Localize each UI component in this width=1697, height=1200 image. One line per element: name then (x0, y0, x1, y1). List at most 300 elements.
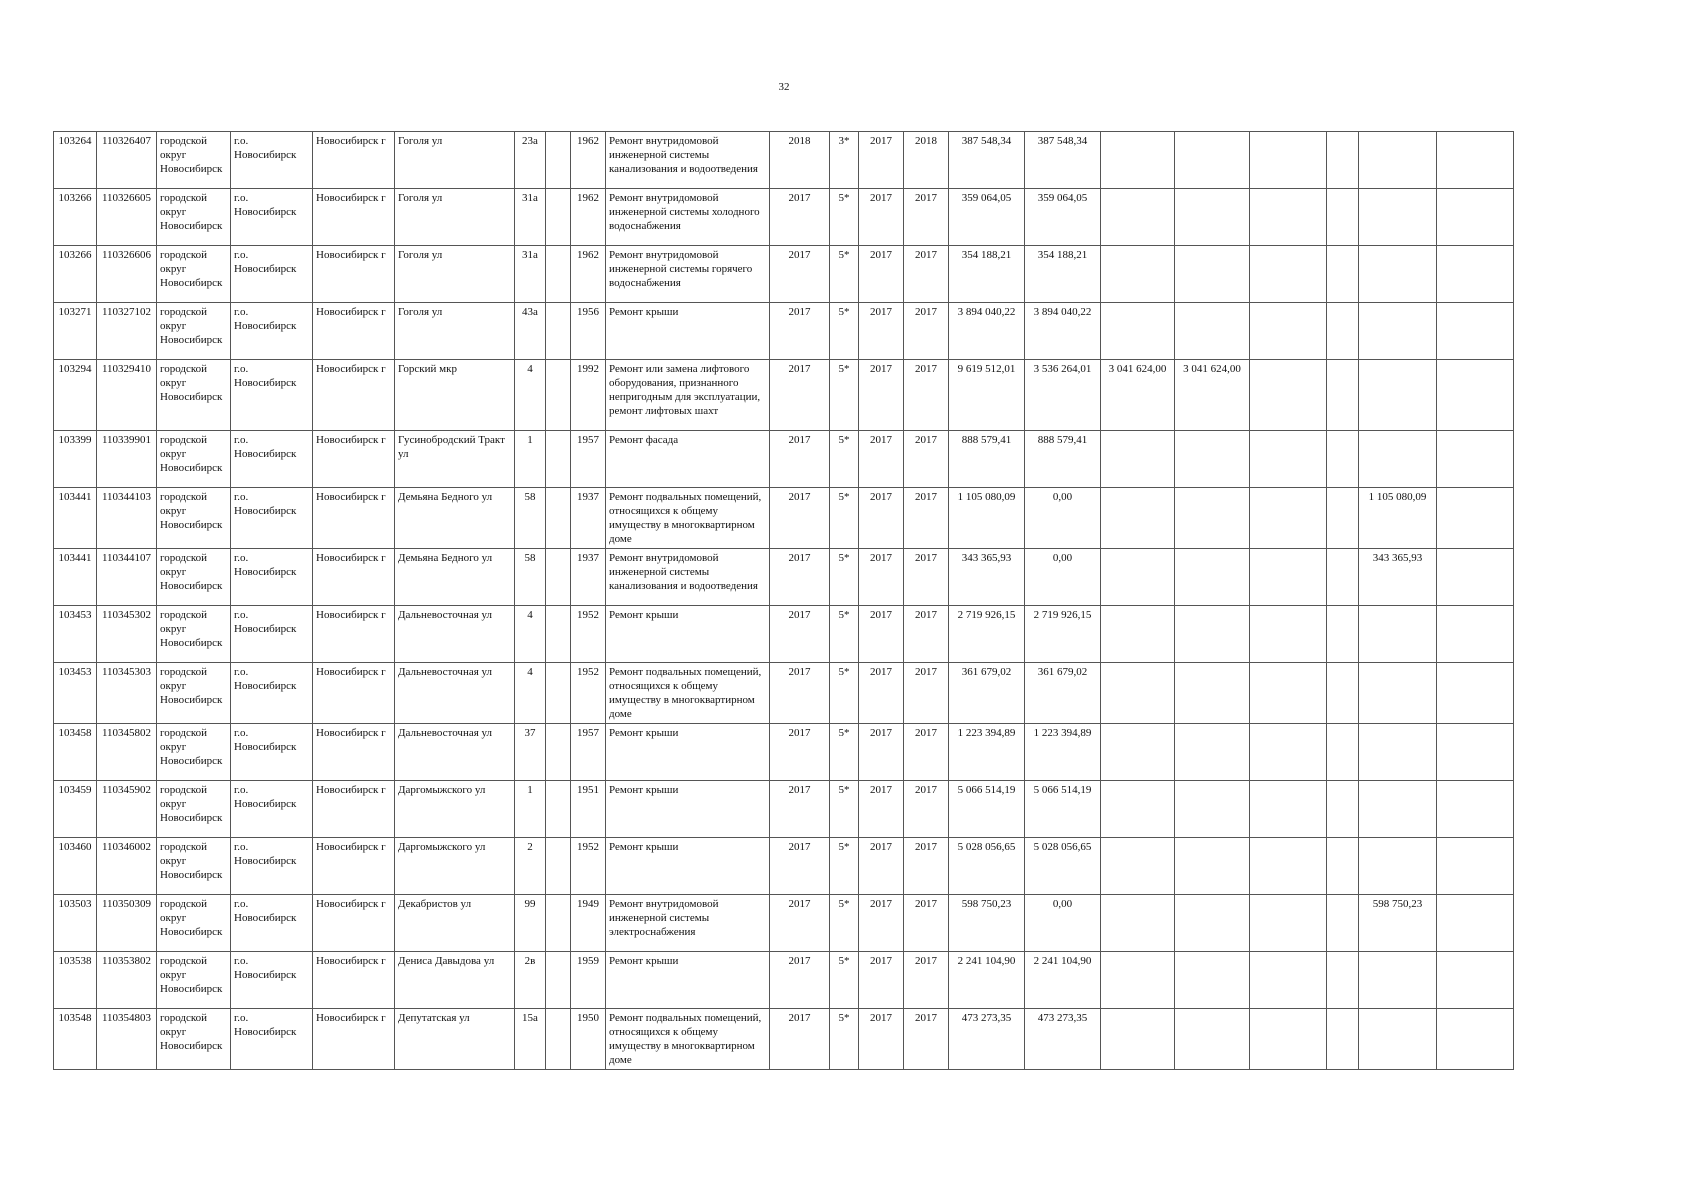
fund-budget-b (1175, 952, 1250, 1009)
plan-year: 2017 (770, 431, 830, 488)
row-id: 103538 (54, 952, 97, 1009)
city-cell: Новосибирск г (313, 663, 395, 724)
end-year: 2017 (904, 189, 949, 246)
fund-regional-operator: 473 273,35 (1025, 1009, 1101, 1070)
letter-cell (546, 189, 571, 246)
fund-budget-b (1175, 246, 1250, 303)
end-year: 2017 (904, 606, 949, 663)
start-year: 2017 (859, 549, 904, 606)
work-type: Ремонт внутридомовой инженерной системы канализования и водоотведения (606, 549, 770, 606)
fund-budget-b (1175, 132, 1250, 189)
build-year: 1951 (571, 781, 606, 838)
fund-budget-a (1101, 724, 1175, 781)
fund-budget-a (1101, 488, 1175, 549)
fund-regional-operator: 888 579,41 (1025, 431, 1101, 488)
work-type: Ремонт крыши (606, 952, 770, 1009)
object-code: 110354803 (97, 1009, 157, 1070)
fund-owners: 1 105 080,09 (1359, 488, 1437, 549)
fund-other (1437, 1009, 1514, 1070)
object-code: 110329410 (97, 360, 157, 431)
street-cell: Дальневосточная ул (395, 724, 515, 781)
municipality-type: городской округ Новосибирск (157, 132, 231, 189)
gap-cell (1327, 724, 1359, 781)
total-cost: 9 619 512,01 (949, 360, 1025, 431)
street-cell: Гусинобродский Тракт ул (395, 431, 515, 488)
municipality-type: городской округ Новосибирск (157, 549, 231, 606)
total-cost: 361 679,02 (949, 663, 1025, 724)
letter-cell (546, 360, 571, 431)
house-number: 15а (515, 1009, 546, 1070)
fund-budget-c (1250, 488, 1327, 549)
build-year: 1937 (571, 549, 606, 606)
build-year: 1962 (571, 246, 606, 303)
start-year: 2017 (859, 360, 904, 431)
fund-budget-b (1175, 663, 1250, 724)
fund-budget-c (1250, 663, 1327, 724)
municipality-type: городской округ Новосибирск (157, 360, 231, 431)
table-row (54, 132, 1514, 189)
municipality: г.о. Новосибирск (231, 303, 313, 360)
municipality-type: городской округ Новосибирск (157, 838, 231, 895)
table-row (54, 606, 1514, 663)
total-cost: 2 719 926,15 (949, 606, 1025, 663)
start-year: 2017 (859, 838, 904, 895)
street-cell: Гоголя ул (395, 303, 515, 360)
fund-budget-a (1101, 952, 1175, 1009)
fund-regional-operator: 359 064,05 (1025, 189, 1101, 246)
plan-year: 2017 (770, 549, 830, 606)
class-mark: 5* (830, 663, 859, 724)
letter-cell (546, 606, 571, 663)
municipality-type: городской округ Новосибирск (157, 781, 231, 838)
fund-budget-a (1101, 246, 1175, 303)
fund-budget-c (1250, 838, 1327, 895)
build-year: 1952 (571, 663, 606, 724)
fund-regional-operator: 361 679,02 (1025, 663, 1101, 724)
start-year: 2017 (859, 952, 904, 1009)
table-row (54, 952, 1514, 1009)
object-code: 110339901 (97, 431, 157, 488)
work-type: Ремонт подвальных помещений, относящихся к общему имуществу в многоквартирном доме (606, 1009, 770, 1070)
class-mark: 3* (830, 132, 859, 189)
table-row (54, 360, 1514, 431)
row-id: 103399 (54, 431, 97, 488)
end-year: 2017 (904, 488, 949, 549)
street-cell: Даргомыжского ул (395, 781, 515, 838)
class-mark: 5* (830, 303, 859, 360)
municipality-type: городской округ Новосибирск (157, 189, 231, 246)
letter-cell (546, 781, 571, 838)
letter-cell (546, 952, 571, 1009)
municipality: г.о. Новосибирск (231, 724, 313, 781)
fund-owners (1359, 663, 1437, 724)
fund-budget-a (1101, 663, 1175, 724)
end-year: 2017 (904, 724, 949, 781)
gap-cell (1327, 838, 1359, 895)
total-cost: 359 064,05 (949, 189, 1025, 246)
fund-budget-a: 3 041 624,00 (1101, 360, 1175, 431)
letter-cell (546, 488, 571, 549)
start-year: 2017 (859, 246, 904, 303)
object-code: 110326605 (97, 189, 157, 246)
total-cost: 598 750,23 (949, 895, 1025, 952)
row-id: 103441 (54, 488, 97, 549)
fund-owners (1359, 781, 1437, 838)
object-code: 110326606 (97, 246, 157, 303)
city-cell: Новосибирск г (313, 431, 395, 488)
build-year: 1992 (571, 360, 606, 431)
municipality: г.о. Новосибирск (231, 1009, 313, 1070)
fund-budget-a (1101, 189, 1175, 246)
fund-other (1437, 431, 1514, 488)
fund-regional-operator: 5 028 056,65 (1025, 838, 1101, 895)
row-id: 103294 (54, 360, 97, 431)
class-mark: 5* (830, 1009, 859, 1070)
plan-year: 2017 (770, 488, 830, 549)
end-year: 2017 (904, 895, 949, 952)
table-row (54, 663, 1514, 724)
gap-cell (1327, 781, 1359, 838)
plan-year: 2017 (770, 895, 830, 952)
build-year: 1952 (571, 606, 606, 663)
fund-budget-b (1175, 781, 1250, 838)
street-cell: Даргомыжского ул (395, 838, 515, 895)
start-year: 2017 (859, 663, 904, 724)
municipality-type: городской округ Новосибирск (157, 431, 231, 488)
house-number: 1 (515, 781, 546, 838)
street-cell: Дениса Давыдова ул (395, 952, 515, 1009)
work-type: Ремонт крыши (606, 781, 770, 838)
house-number: 1 (515, 431, 546, 488)
city-cell: Новосибирск г (313, 606, 395, 663)
municipality: г.о. Новосибирск (231, 549, 313, 606)
municipality: г.о. Новосибирск (231, 663, 313, 724)
row-id: 103264 (54, 132, 97, 189)
letter-cell (546, 431, 571, 488)
work-type: Ремонт внутридомовой инженерной системы электроснабжения (606, 895, 770, 952)
plan-year: 2018 (770, 132, 830, 189)
fund-budget-b (1175, 724, 1250, 781)
class-mark: 5* (830, 895, 859, 952)
fund-budget-c (1250, 952, 1327, 1009)
row-id: 103266 (54, 189, 97, 246)
fund-budget-c (1250, 431, 1327, 488)
plan-year: 2017 (770, 606, 830, 663)
city-cell: Новосибирск г (313, 781, 395, 838)
plan-year: 2017 (770, 246, 830, 303)
plan-year: 2017 (770, 781, 830, 838)
end-year: 2018 (904, 132, 949, 189)
gap-cell (1327, 189, 1359, 246)
fund-owners (1359, 838, 1437, 895)
end-year: 2017 (904, 838, 949, 895)
street-cell: Гоголя ул (395, 246, 515, 303)
fund-budget-c (1250, 1009, 1327, 1070)
row-id: 103548 (54, 1009, 97, 1070)
city-cell: Новосибирск г (313, 549, 395, 606)
total-cost: 1 105 080,09 (949, 488, 1025, 549)
house-number: 58 (515, 549, 546, 606)
start-year: 2017 (859, 1009, 904, 1070)
plan-year: 2017 (770, 303, 830, 360)
object-code: 110344107 (97, 549, 157, 606)
fund-owners: 343 365,93 (1359, 549, 1437, 606)
start-year: 2017 (859, 303, 904, 360)
plan-year: 2017 (770, 360, 830, 431)
table-row (54, 838, 1514, 895)
table-row (54, 303, 1514, 360)
fund-other (1437, 838, 1514, 895)
end-year: 2017 (904, 952, 949, 1009)
street-cell: Демьяна Бедного ул (395, 549, 515, 606)
fund-budget-b (1175, 895, 1250, 952)
total-cost: 387 548,34 (949, 132, 1025, 189)
fund-other (1437, 606, 1514, 663)
build-year: 1957 (571, 724, 606, 781)
street-cell: Декабристов ул (395, 895, 515, 952)
end-year: 2017 (904, 1009, 949, 1070)
municipality-type: городской округ Новосибирск (157, 246, 231, 303)
letter-cell (546, 663, 571, 724)
house-number: 2в (515, 952, 546, 1009)
object-code: 110344103 (97, 488, 157, 549)
fund-budget-b (1175, 549, 1250, 606)
fund-owners (1359, 132, 1437, 189)
total-cost: 473 273,35 (949, 1009, 1025, 1070)
house-number: 2 (515, 838, 546, 895)
build-year: 1957 (571, 431, 606, 488)
plan-year: 2017 (770, 663, 830, 724)
municipality-type: городской округ Новосибирск (157, 303, 231, 360)
page-number: 32 (778, 81, 790, 93)
class-mark: 5* (830, 724, 859, 781)
start-year: 2017 (859, 189, 904, 246)
fund-budget-a (1101, 132, 1175, 189)
row-id: 103441 (54, 549, 97, 606)
total-cost: 2 241 104,90 (949, 952, 1025, 1009)
start-year: 2017 (859, 132, 904, 189)
fund-other (1437, 303, 1514, 360)
fund-owners (1359, 952, 1437, 1009)
class-mark: 5* (830, 360, 859, 431)
fund-other (1437, 781, 1514, 838)
letter-cell (546, 838, 571, 895)
municipality-type: городской округ Новосибирск (157, 724, 231, 781)
house-number: 4 (515, 360, 546, 431)
build-year: 1959 (571, 952, 606, 1009)
object-code: 110326407 (97, 132, 157, 189)
end-year: 2017 (904, 246, 949, 303)
municipality: г.о. Новосибирск (231, 132, 313, 189)
house-number: 31а (515, 246, 546, 303)
gap-cell (1327, 132, 1359, 189)
fund-budget-a (1101, 303, 1175, 360)
class-mark: 5* (830, 606, 859, 663)
end-year: 2017 (904, 360, 949, 431)
fund-other (1437, 895, 1514, 952)
fund-budget-c (1250, 360, 1327, 431)
object-code: 110345902 (97, 781, 157, 838)
work-type: Ремонт крыши (606, 303, 770, 360)
street-cell: Гоголя ул (395, 189, 515, 246)
object-code: 110345303 (97, 663, 157, 724)
plan-year: 2017 (770, 1009, 830, 1070)
object-code: 110346002 (97, 838, 157, 895)
gap-cell (1327, 431, 1359, 488)
plan-year: 2017 (770, 724, 830, 781)
table-row (54, 1009, 1514, 1070)
work-type: Ремонт внутридомовой инженерной системы канализования и водоотведения (606, 132, 770, 189)
house-number: 4 (515, 663, 546, 724)
plan-year: 2017 (770, 952, 830, 1009)
fund-budget-b (1175, 606, 1250, 663)
letter-cell (546, 895, 571, 952)
row-id: 103271 (54, 303, 97, 360)
city-cell: Новосибирск г (313, 838, 395, 895)
street-cell: Дальневосточная ул (395, 606, 515, 663)
gap-cell (1327, 303, 1359, 360)
city-cell: Новосибирск г (313, 303, 395, 360)
municipality: г.о. Новосибирск (231, 488, 313, 549)
fund-budget-a (1101, 838, 1175, 895)
fund-budget-c (1250, 781, 1327, 838)
municipality-type: городской округ Новосибирск (157, 895, 231, 952)
row-id: 103458 (54, 724, 97, 781)
table-row (54, 724, 1514, 781)
row-id: 103453 (54, 606, 97, 663)
fund-regional-operator: 2 719 926,15 (1025, 606, 1101, 663)
work-type: Ремонт крыши (606, 606, 770, 663)
gap-cell (1327, 606, 1359, 663)
fund-budget-c (1250, 724, 1327, 781)
fund-other (1437, 549, 1514, 606)
work-type: Ремонт подвальных помещений, относящихся к общему имуществу в многоквартирном доме (606, 663, 770, 724)
plan-year: 2017 (770, 838, 830, 895)
city-cell: Новосибирск г (313, 895, 395, 952)
house-number: 37 (515, 724, 546, 781)
class-mark: 5* (830, 189, 859, 246)
table-row (54, 895, 1514, 952)
row-id: 103460 (54, 838, 97, 895)
gap-cell (1327, 1009, 1359, 1070)
class-mark: 5* (830, 246, 859, 303)
end-year: 2017 (904, 549, 949, 606)
municipality: г.о. Новосибирск (231, 781, 313, 838)
total-cost: 5 028 056,65 (949, 838, 1025, 895)
build-year: 1937 (571, 488, 606, 549)
build-year: 1956 (571, 303, 606, 360)
fund-owners (1359, 606, 1437, 663)
end-year: 2017 (904, 663, 949, 724)
gap-cell (1327, 488, 1359, 549)
object-code: 110350309 (97, 895, 157, 952)
total-cost: 343 365,93 (949, 549, 1025, 606)
municipality: г.о. Новосибирск (231, 606, 313, 663)
fund-other (1437, 360, 1514, 431)
gap-cell (1327, 360, 1359, 431)
fund-budget-c (1250, 132, 1327, 189)
municipality-type: городской округ Новосибирск (157, 606, 231, 663)
fund-budget-a (1101, 606, 1175, 663)
total-cost: 1 223 394,89 (949, 724, 1025, 781)
municipality-type: городской округ Новосибирск (157, 488, 231, 549)
gap-cell (1327, 549, 1359, 606)
table-row (54, 549, 1514, 606)
letter-cell (546, 303, 571, 360)
fund-regional-operator: 0,00 (1025, 895, 1101, 952)
municipality: г.о. Новосибирск (231, 952, 313, 1009)
plan-year: 2017 (770, 189, 830, 246)
city-cell: Новосибирск г (313, 952, 395, 1009)
row-id: 103453 (54, 663, 97, 724)
gap-cell (1327, 952, 1359, 1009)
work-type: Ремонт фасада (606, 431, 770, 488)
house-number: 99 (515, 895, 546, 952)
fund-other (1437, 724, 1514, 781)
fund-owners (1359, 360, 1437, 431)
work-type: Ремонт внутридомовой инженерной системы холодного водоснабжения (606, 189, 770, 246)
fund-regional-operator: 3 536 264,01 (1025, 360, 1101, 431)
gap-cell (1327, 663, 1359, 724)
street-cell: Гоголя ул (395, 132, 515, 189)
city-cell: Новосибирск г (313, 189, 395, 246)
municipality: г.о. Новосибирск (231, 838, 313, 895)
work-type: Ремонт подвальных помещений, относящихся к общему имуществу в многоквартирном доме (606, 488, 770, 549)
municipality: г.о. Новосибирск (231, 246, 313, 303)
house-number: 23а (515, 132, 546, 189)
fund-budget-b (1175, 431, 1250, 488)
fund-budget-c (1250, 549, 1327, 606)
street-cell: Дальневосточная ул (395, 663, 515, 724)
total-cost: 888 579,41 (949, 431, 1025, 488)
fund-budget-c (1250, 303, 1327, 360)
fund-budget-c (1250, 246, 1327, 303)
build-year: 1962 (571, 132, 606, 189)
work-type: Ремонт крыши (606, 724, 770, 781)
start-year: 2017 (859, 606, 904, 663)
house-number: 43а (515, 303, 546, 360)
table-row (54, 488, 1514, 549)
street-cell: Депутатская ул (395, 1009, 515, 1070)
fund-budget-b (1175, 488, 1250, 549)
start-year: 2017 (859, 895, 904, 952)
build-year: 1952 (571, 838, 606, 895)
fund-owners (1359, 303, 1437, 360)
fund-budget-b (1175, 838, 1250, 895)
start-year: 2017 (859, 781, 904, 838)
end-year: 2017 (904, 781, 949, 838)
fund-owners (1359, 189, 1437, 246)
work-type: Ремонт крыши (606, 838, 770, 895)
fund-budget-a (1101, 895, 1175, 952)
build-year: 1962 (571, 189, 606, 246)
fund-regional-operator: 354 188,21 (1025, 246, 1101, 303)
municipality: г.о. Новосибирск (231, 189, 313, 246)
city-cell: Новосибирск г (313, 724, 395, 781)
house-number: 31а (515, 189, 546, 246)
fund-regional-operator: 3 894 040,22 (1025, 303, 1101, 360)
repair-program-table (53, 131, 1514, 1070)
fund-regional-operator: 0,00 (1025, 488, 1101, 549)
class-mark: 5* (830, 952, 859, 1009)
end-year: 2017 (904, 431, 949, 488)
fund-budget-b: 3 041 624,00 (1175, 360, 1250, 431)
work-type: Ремонт внутридомовой инженерной системы горячего водоснабжения (606, 246, 770, 303)
build-year: 1950 (571, 1009, 606, 1070)
row-id: 103459 (54, 781, 97, 838)
letter-cell (546, 1009, 571, 1070)
class-mark: 5* (830, 488, 859, 549)
